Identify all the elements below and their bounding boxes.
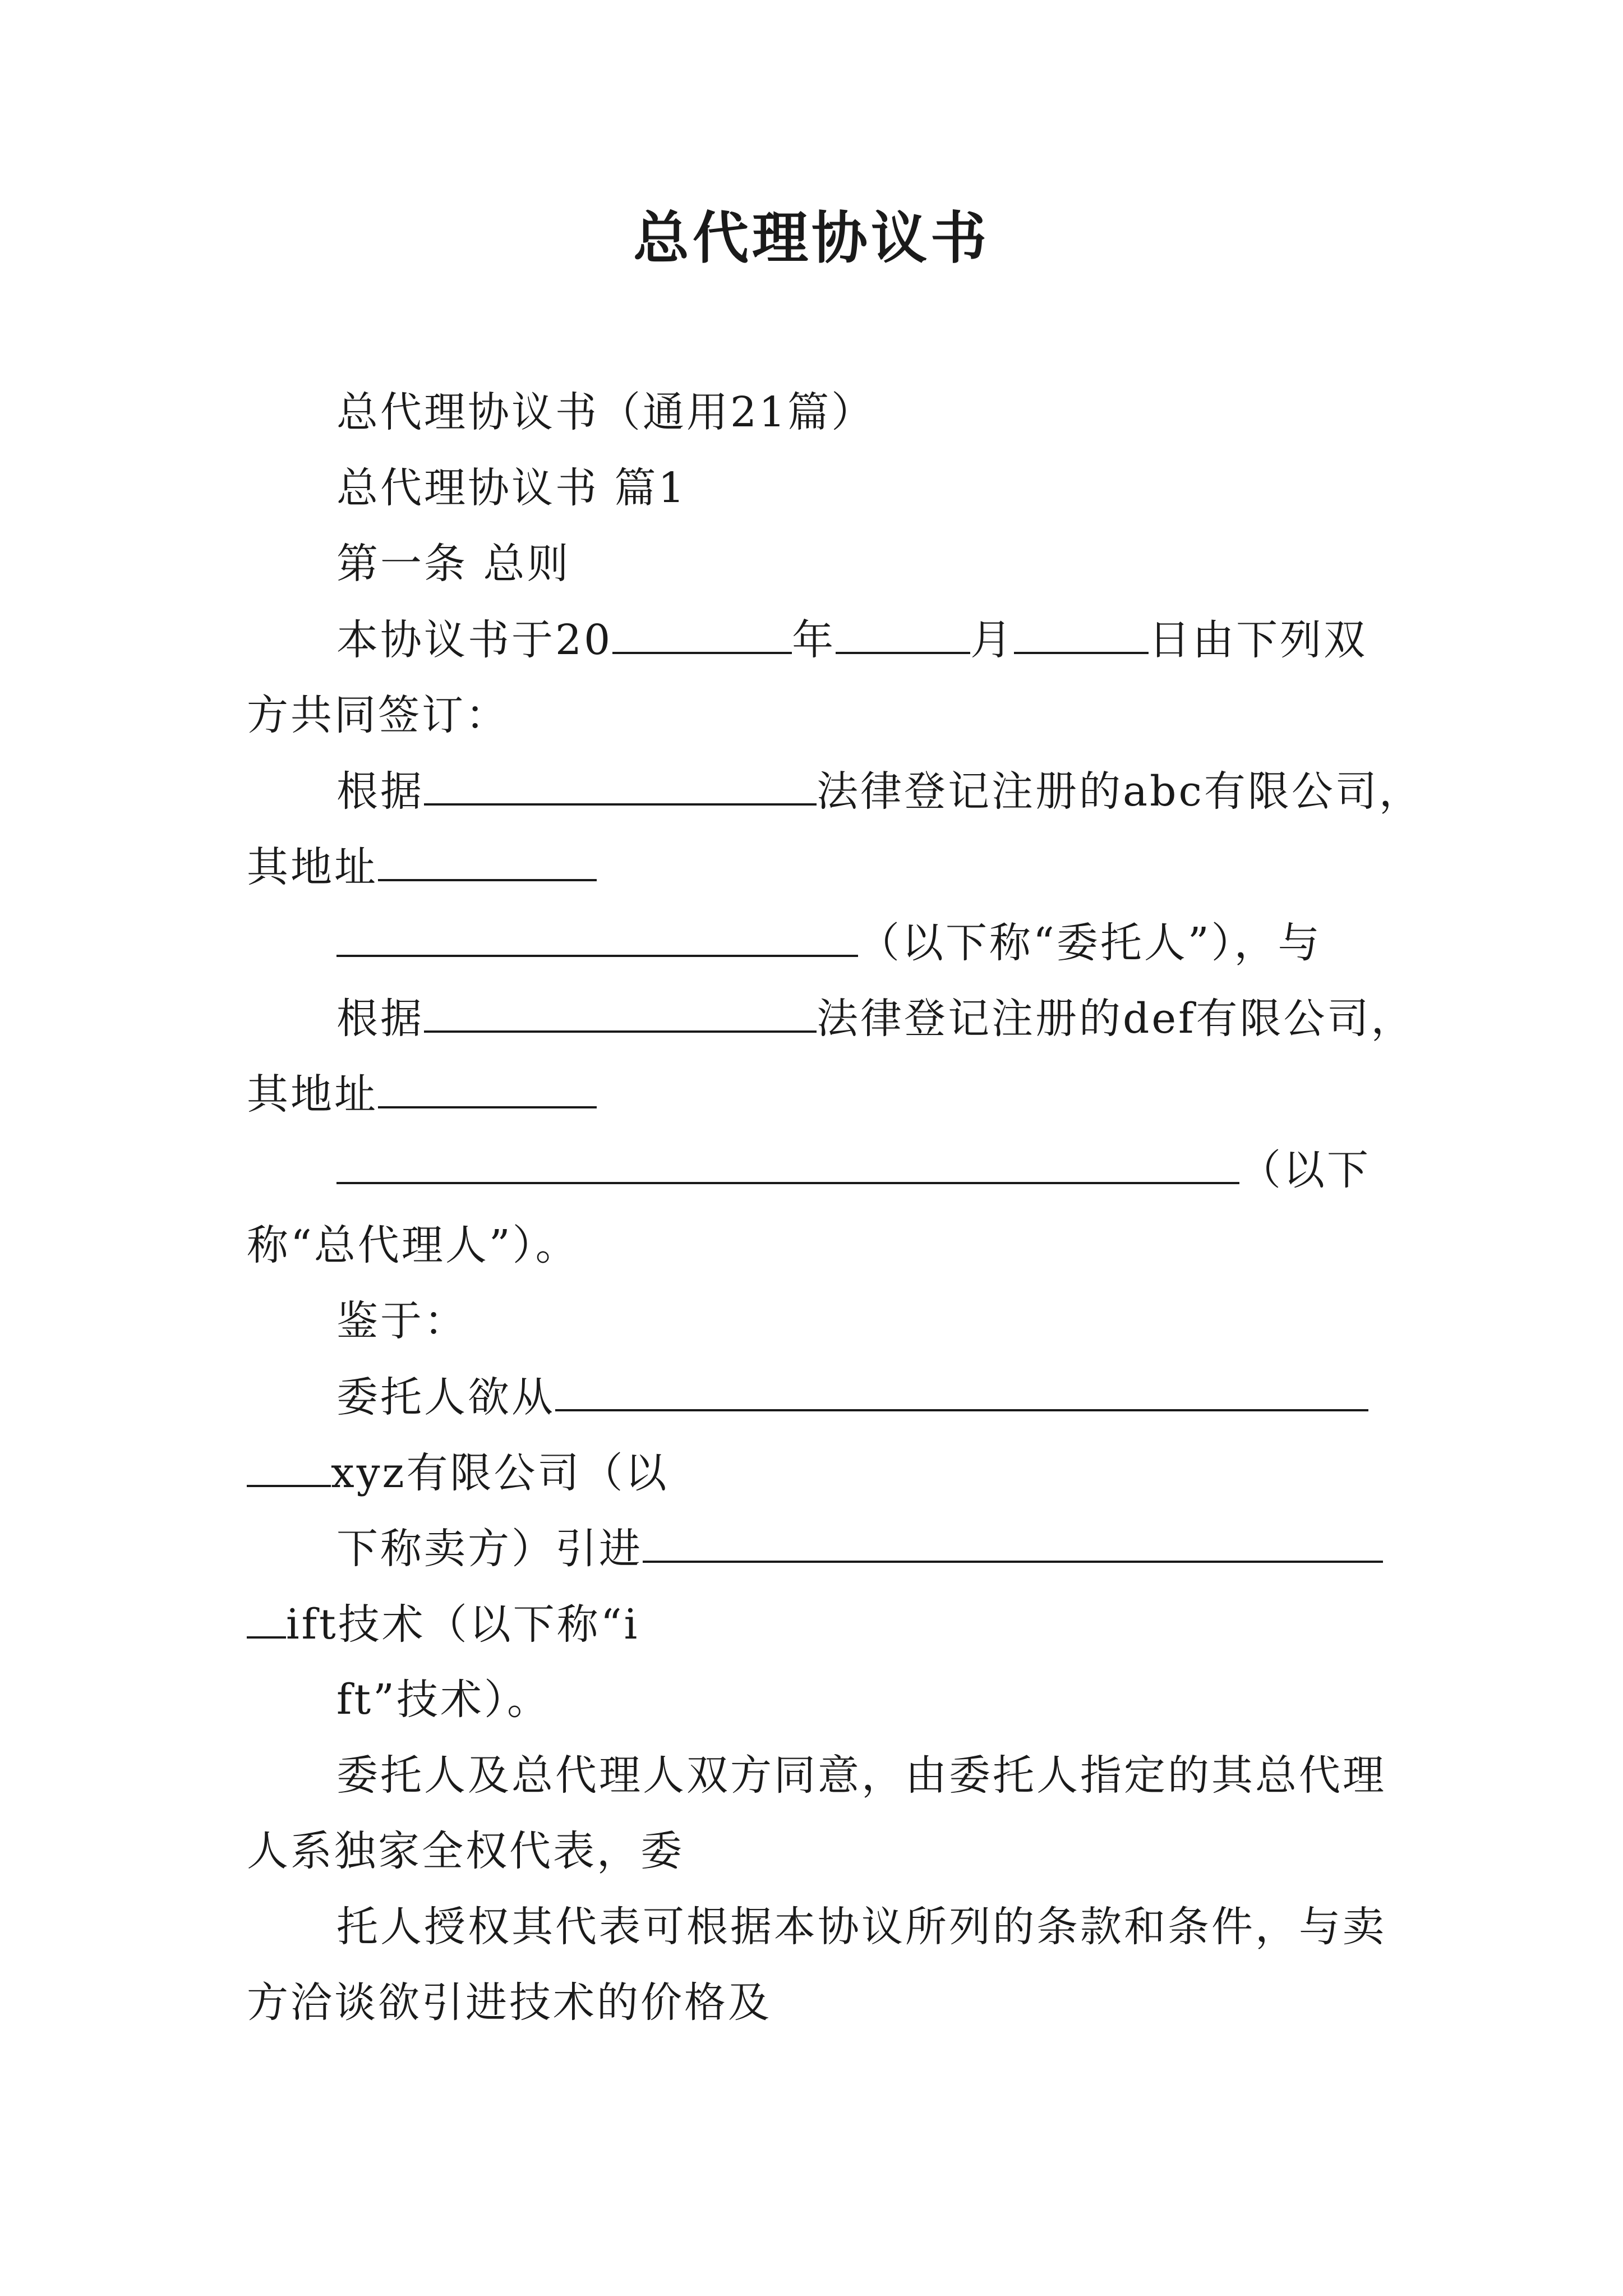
fill-blank-address: [336, 914, 858, 957]
fill-blank-jurisdiction: [424, 990, 817, 1033]
paragraph-line: 委托人及总代理人双方同意，由委托人指定的其总代理: [336, 1751, 1386, 1800]
paragraph-line: 鉴于：: [336, 1297, 468, 1345]
doc-subtitle: 总代理协议书（通用21篇）: [336, 388, 875, 436]
line-text: 年: [792, 616, 836, 664]
paragraph-line: [336, 611, 1367, 668]
line-text: 其地址: [247, 843, 378, 891]
fill-blank-month: [836, 611, 970, 654]
paragraph-line: 称“总代理人”）。: [247, 1221, 579, 1269]
paragraph-line: [247, 1596, 639, 1653]
paragraph-line: [247, 1444, 669, 1501]
fill-blank-source: [247, 1444, 331, 1487]
line-text: （以下称“委托人”），与: [858, 919, 1322, 967]
paragraph-line: [336, 763, 1423, 820]
section-heading: 总代理协议书 篇1: [336, 464, 687, 512]
line-text: 下称卖方）引进: [336, 1525, 643, 1573]
paragraph-line: [336, 1520, 1383, 1577]
paragraph-line: 方洽谈欲引进技术的价格及: [247, 1978, 772, 2027]
fill-blank-technology: [247, 1596, 286, 1639]
fill-blank-jurisdiction: [424, 763, 817, 806]
paragraph-line: 人系独家全权代表，委: [247, 1827, 684, 1875]
line-text: 日由下列双: [1149, 616, 1368, 664]
line-text: 本协议书于20: [336, 616, 613, 664]
document-title: 总代理协议书: [633, 205, 990, 271]
paragraph-line: [247, 1066, 597, 1122]
fill-blank-address: [378, 839, 597, 881]
line-text: 法律登记注册的abc有限公司，: [817, 767, 1423, 816]
paragraph-line: 方共同签订：: [247, 691, 509, 739]
line-text: xyz有限公司（以: [331, 1449, 669, 1497]
paragraph-line: ft”技术）。: [336, 1676, 551, 1724]
fill-blank-address: [336, 1142, 1239, 1184]
line-text: 根据: [336, 995, 424, 1043]
paragraph-line: [336, 1369, 1368, 1425]
line-text: 根据: [336, 767, 424, 816]
fill-blank-year: [612, 611, 792, 654]
fill-blank-day: [1014, 611, 1149, 654]
fill-blank-address: [378, 1066, 597, 1108]
article-heading: 第一条 总则: [336, 540, 571, 588]
paragraph-line: [247, 839, 597, 895]
line-text: 委托人欲从: [336, 1373, 555, 1421]
paragraph-line: 托人授权其代表可根据本协议所列的条款和条件，与卖: [336, 1903, 1386, 1951]
paragraph-line: [336, 990, 1415, 1047]
line-text: 法律登记注册的def有限公司，: [817, 995, 1415, 1043]
fill-blank-technology: [643, 1520, 1383, 1563]
paragraph-line: [336, 914, 1322, 971]
line-text: ift技术（以下称“i: [286, 1600, 640, 1649]
line-text: 其地址: [247, 1070, 378, 1119]
line-text: 月: [970, 616, 1015, 664]
paragraph-line: [336, 1142, 1371, 1198]
line-text: （以下: [1239, 1146, 1371, 1194]
fill-blank-source: [555, 1369, 1368, 1411]
